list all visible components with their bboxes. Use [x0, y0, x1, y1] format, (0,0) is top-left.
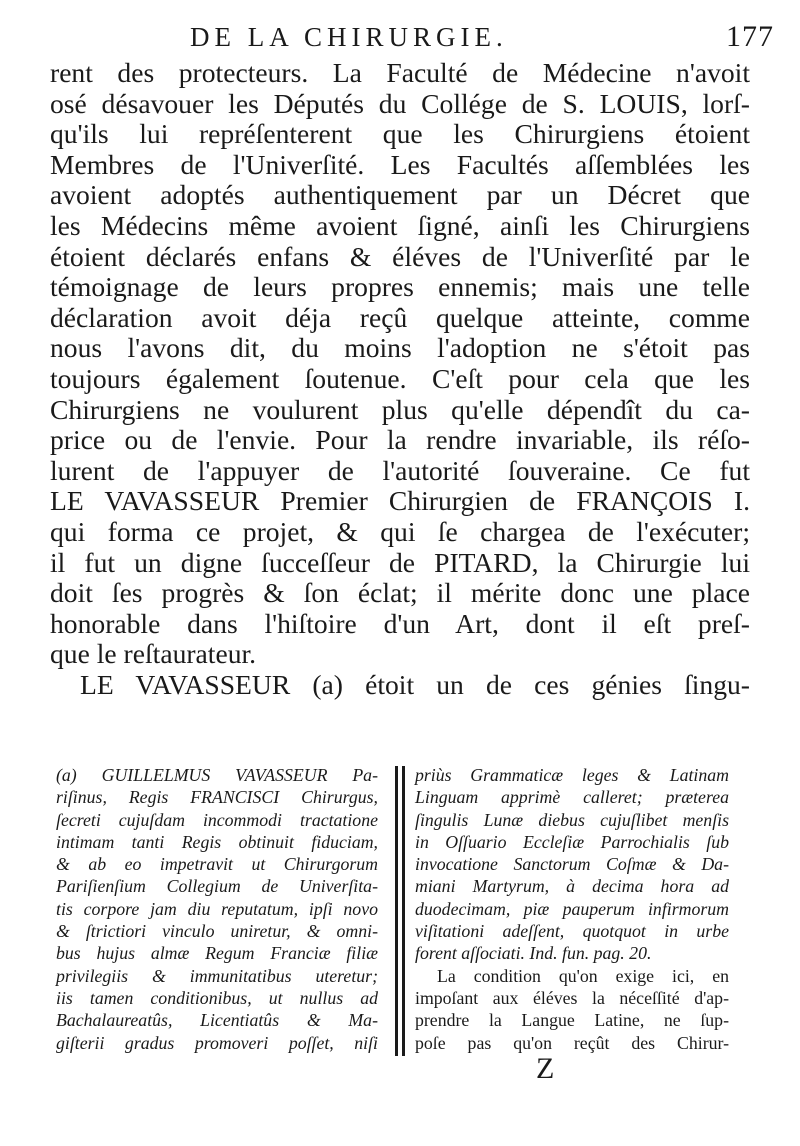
text-line: qu'ils lui repréſenterent que les Chirurgiens étoient	[50, 118, 750, 150]
footnote-line: bus hujus almæ Regum Franciæ filiæ	[56, 943, 378, 964]
footnote-line: Bachalaureatûs, Licentiatûs & Ma-	[56, 1010, 378, 1031]
text-line: déclaration avoit déja reçû quelque atteinte, comme	[50, 301, 750, 333]
footnote-line: ſecreti cujuſdam incommodi tractatione	[56, 809, 378, 830]
text-line: honorable dans l'hiſtoire d'un Art, dont il eſt preſ-	[50, 607, 750, 639]
footnote-line: intimam tanti Regis obtinuit fiduciam,	[56, 831, 378, 852]
footnote-line: riſinus, Regis FRANCISCI Chirurgus,	[56, 787, 378, 808]
footnote-line: viſitationi adeſſent, quotquot in urbe	[415, 921, 729, 942]
footnote-line: priùs Grammaticæ leges & Latinam	[415, 765, 729, 785]
footnote-left-column	[56, 764, 378, 1054]
text-line: Chirurgiens ne voulurent plus qu'elle dépendît du ca-	[50, 393, 750, 425]
column-divider-rule	[402, 766, 405, 1056]
footnote-right-column	[415, 764, 729, 1054]
text-line: LE VAVASSEUR Premier Chirurgien de FRANÇOIS I.	[50, 485, 750, 517]
footnote-line: & ſtrictiori vinculo uniretur, & omni-	[56, 921, 378, 942]
text-line: que le reſtaurateur.	[50, 638, 257, 670]
footnote-line: duodecimam, piæ pauperum infirmorum	[415, 898, 729, 919]
running-title: DE LA CHIRURGIE.	[190, 22, 508, 52]
footnote-line: miani Martyrum, à decima hora ad	[415, 876, 729, 897]
text-line: témoignage de leurs propres ennemis; mais une telle	[50, 271, 750, 303]
text-line: Membres de l'Univerſité. Les Facultés aſſemblées les	[50, 148, 750, 180]
footnote-line: & ab eo impetravit ut Chirurgorum	[56, 854, 378, 875]
footnote-line: ſingulis Lunæ diebus cujuſlibet menſis	[415, 809, 729, 830]
footnote-line: (a) GUILLELMUS VAVASSEUR Pa-	[56, 765, 378, 785]
page-number: 177	[726, 20, 774, 53]
paragraph-opening-line: LE VAVASSEUR (a) étoit un de ces génies ſingu-	[80, 668, 750, 700]
signature-mark: Z	[536, 1052, 555, 1085]
footnote-block	[56, 764, 748, 1064]
main-text	[50, 58, 750, 700]
text-line: osé désavouer les Députés du Collége de S. LOUIS, lorſ-	[50, 87, 750, 119]
footnote-line: privilegiis & immunitatibus uteretur;	[56, 965, 378, 986]
column-divider-rule	[395, 766, 398, 1056]
text-line: nous l'avons dit, du moins l'adoption ne s'étoit pas	[50, 332, 750, 364]
commentary-line: La condition qu'on exige ici, en	[437, 965, 729, 986]
text-line: rent des protecteurs. La Faculté de Médecine n'avoit	[50, 57, 750, 88]
footnote-line: invocatione Sanctorum Coſmæ & Da-	[415, 854, 729, 875]
text-line: doit ſes progrès & ſon éclat; il mérite donc une place	[50, 577, 750, 609]
text-line: étoient déclarés enfans & éléves de l'Univerſité par le	[50, 240, 750, 272]
commentary-line: prendre la Langue Latine, ne ſup-	[415, 1010, 729, 1031]
text-line: toujours également ſoutenue. C'eſt pour cela que les	[50, 362, 750, 394]
footnote-line: in Oſſuario Eccleſiæ Parrochialis ſub	[415, 831, 729, 852]
text-line: lurent de l'appuyer de l'autorité ſouveraine. Ce fut	[50, 454, 750, 486]
text-line: les Médecins même avoient ſigné, ainſi les Chirurgiens	[50, 209, 750, 241]
text-line: price ou de l'envie. Pour la rendre invariable, ils réſo-	[50, 424, 750, 456]
commentary-line: impoſant aux éléves la néceſſité d'ap-	[415, 987, 729, 1008]
footnote-line: iis tamen conditionibus, ut nullus ad	[56, 987, 378, 1008]
text-line: avoient adoptés authentiquement par un Décret que	[50, 179, 750, 211]
footnote-line: Linguam apprimè calleret; præterea	[415, 787, 729, 808]
footnote-line: Pariſienſium Collegium de Univerſita-	[56, 876, 378, 897]
commentary-line: poſe pas qu'on reçût des Chirur-	[415, 1032, 729, 1053]
footnote-line: forent aſſociati. Ind. fun. pag. 20.	[415, 943, 652, 964]
text-line: il fut un digne ſucceſſeur de PITARD, la Chirurgie lui	[50, 546, 750, 578]
footnote-line: giſterii gradus promoveri poſſet, niſi	[56, 1032, 378, 1053]
text-line: qui forma ce projet, & qui ſe chargea de l'exécuter;	[50, 515, 750, 547]
footnote-line: tis corpore jam diu reputatum, ipſi novo	[56, 898, 378, 919]
